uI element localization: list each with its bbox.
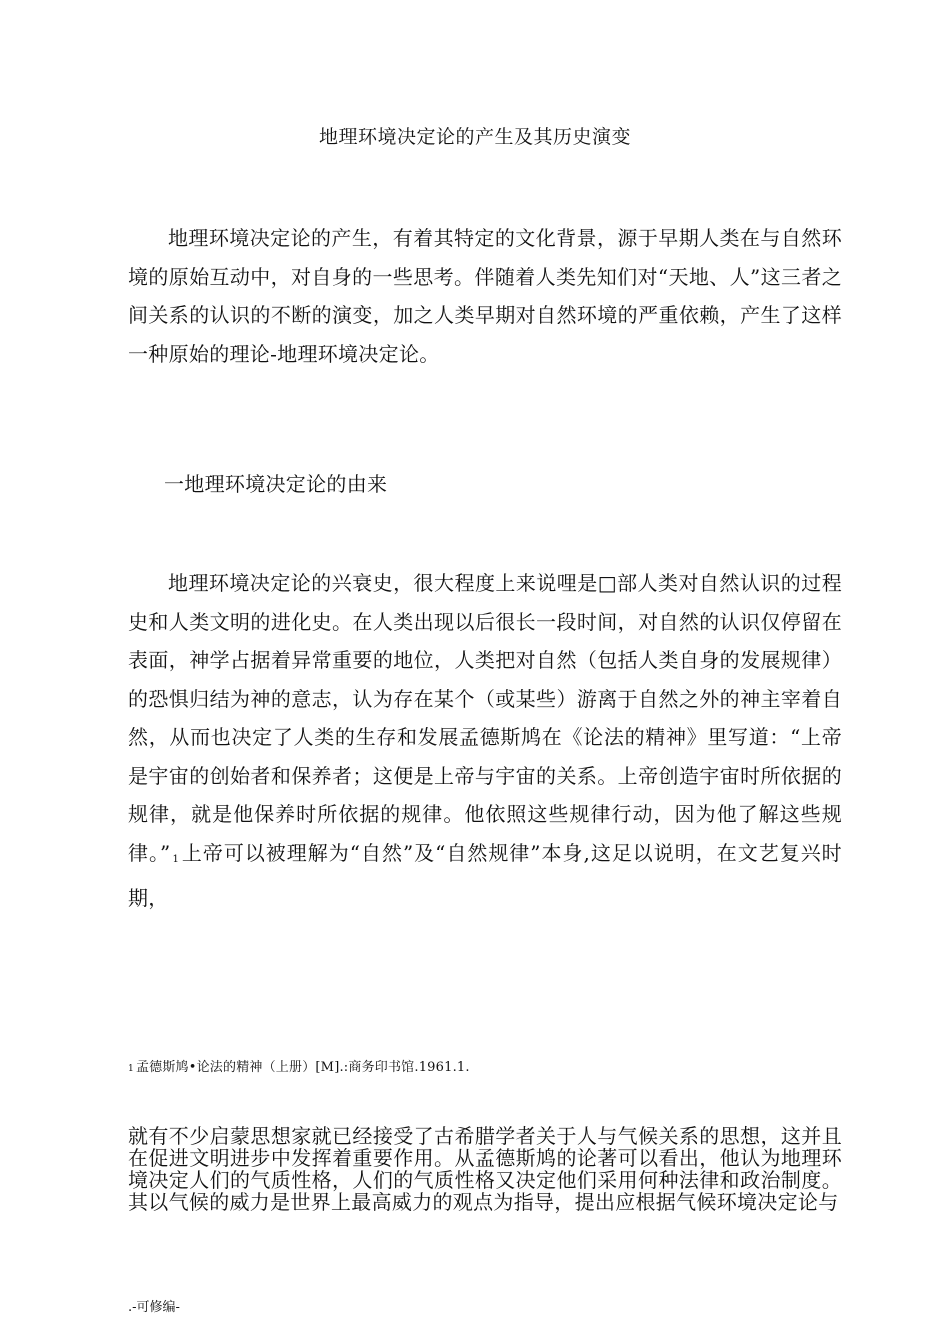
body-text-before-note: 地理环境决定论的兴衰史，很大程度上来说哩是□部人类对自然认识的过程史和人类文明的进化史。在人类出现以后很长一段时间，对自然的认识仅停留在表面，神学占据着异常重要的地位，人类把对自然（包括人类自身的发展规律）的恐惧归结为神的意志，认为存在某个（或某些）游离于自然之外的神主宰着自然，从而也决定了人类的生存和发展孟德斯鸠在《论法的精神》里写道：“上帝是宇宙的创始者和保养者；这便是上帝与宇宙的关系。上帝创造宇宙时所依据的规律，就是他保养时所依据的规律。他依照这些规律行动，因为他了解这些规律。” xyxy=(128,571,842,865)
document-title: 地理环境决定论的产生及其历史演变 xyxy=(318,126,631,148)
page-footer: .-可修编- xyxy=(128,1300,180,1315)
body-paragraph xyxy=(128,564,842,918)
section-heading: 一地理环境决定论的由来 xyxy=(164,472,388,496)
footnote-marker: 1 xyxy=(172,853,180,865)
footnote-text: 孟德斯鸠•论法的精神（上册）[M].:商务印书馆.1961.1. xyxy=(135,1060,470,1075)
intro-paragraph: 地理环境决定论的产生，有着其特定的文化背景，源于早期人类在与自然环境的原始互动中，对自身的一些思考。伴随着人类先知们对“天地、人”这三者之间关系的认识的不断的演变，加之人类早期对自然环境的严重依赖，产生了这样一种原始的理论-地理环境决定论。 xyxy=(128,226,842,366)
footnote-number: 1 xyxy=(128,1064,134,1074)
body-text-after-note: 上帝可以被理解为“自然”及“自然规律”本身,这足以说明，在文艺复兴时期， xyxy=(128,840,842,910)
footnote xyxy=(128,1056,470,1075)
continuation-paragraph: 就有不少启蒙思想家就已经接受了古希腊学者关于人与气候关系的思想，这并且在促进文明进步中发挥着重要作用。从孟德斯鸠的论著可以看出，他认为地理环境决定人们的气质性格，人们的气质性格又决定他们采用何种法律和政治制度。其以气候的威力是世界上最高威力的观点为指导，提出应根据气候环境决定论与 xyxy=(128,1124,842,1214)
